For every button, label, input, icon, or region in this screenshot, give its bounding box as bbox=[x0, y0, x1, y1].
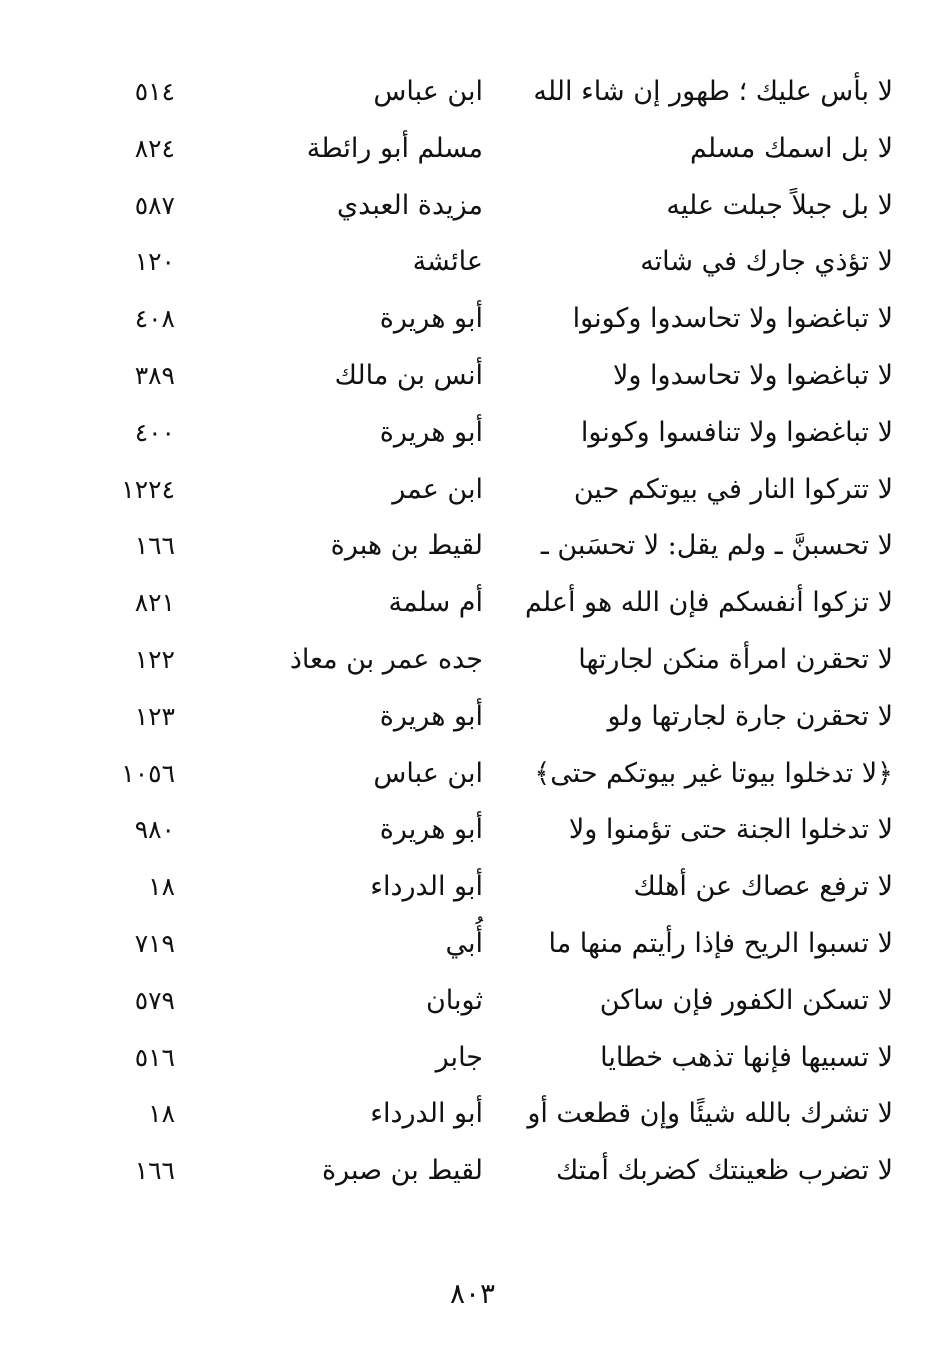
narrator-name: لقيط بن صبرة bbox=[321, 1155, 483, 1187]
table-row bbox=[0, 577, 945, 634]
page-reference: ٧١٩ bbox=[134, 928, 175, 958]
hadith-text: لا تسكن الكفور فإن ساكن bbox=[599, 984, 893, 1016]
table-row bbox=[0, 1032, 945, 1089]
page-reference: ١٢٢ bbox=[134, 644, 175, 674]
hadith-text: لا بأس عليك ؛ طهور إن شاء الله bbox=[533, 76, 893, 107]
hadith-text: لا تباغضوا ولا تنافسوا وكونوا bbox=[580, 416, 893, 448]
table-row bbox=[0, 918, 945, 975]
narrator-name: أم سلمة bbox=[388, 587, 483, 619]
narrator-name: أبو الدرداء bbox=[370, 871, 483, 903]
narrator-name: ثوبان bbox=[425, 984, 483, 1016]
page-reference: ٥١٦ bbox=[134, 1042, 175, 1072]
hadith-text: لا تزكوا أنفسكم فإن الله هو أعلم bbox=[524, 587, 893, 619]
table-row bbox=[0, 1088, 945, 1145]
narrator-name: أُبي bbox=[445, 927, 483, 959]
hadith-text: لا تضرب ظعينتك كضربك أمتك bbox=[556, 1155, 893, 1187]
hadith-text: لا تحقرن امرأة منكن لجارتها bbox=[578, 643, 893, 675]
hadith-text: لا ترفع عصاك عن أهلك bbox=[633, 871, 893, 903]
narrator-name: أبو هريرة bbox=[379, 814, 483, 846]
hadith-text: لا تباغضوا ولا تحاسدوا وكونوا bbox=[572, 303, 893, 335]
table-row bbox=[0, 464, 945, 521]
table-row bbox=[0, 123, 945, 180]
table-row bbox=[0, 236, 945, 293]
page-reference: ١٢٢٤ bbox=[121, 474, 175, 504]
narrator-name: أبو هريرة bbox=[379, 416, 483, 448]
table-row bbox=[0, 975, 945, 1032]
table-row bbox=[0, 520, 945, 577]
page-reference: ٤٠٠ bbox=[134, 417, 175, 447]
narrator-name: مسلم أبو رائطة bbox=[306, 132, 483, 164]
hadith-text: ﴿لا تدخلوا بيوتا غير بيوتكم حتى﴾ bbox=[534, 757, 893, 789]
hadith-text: لا تباغضوا ولا تحاسدوا ولا bbox=[613, 359, 893, 391]
page-reference: ١٢٣ bbox=[134, 701, 175, 731]
page-reference: ٩٨٠ bbox=[134, 815, 175, 845]
hadith-text: لا تحسبنَّ ـ ولم يقل: لا تحسَبن ـ bbox=[540, 530, 893, 562]
page-reference: ١٢٠ bbox=[134, 247, 175, 277]
table-row bbox=[0, 407, 945, 464]
narrator-name: عائشة bbox=[412, 246, 483, 278]
hadith-index-table bbox=[0, 66, 945, 1202]
page-reference: ٥٧٩ bbox=[134, 985, 175, 1015]
page-reference: ١٠٥٦ bbox=[121, 758, 175, 788]
narrator-name: أبو الدرداء bbox=[370, 1098, 483, 1130]
page-number: ٨٠٣ bbox=[449, 1277, 496, 1310]
narrator-name: جده عمر بن معاذ bbox=[289, 643, 483, 675]
table-row bbox=[0, 350, 945, 407]
page-reference: ٤٠٨ bbox=[134, 304, 175, 334]
page-reference: ١٨ bbox=[148, 1099, 175, 1129]
table-row bbox=[0, 1145, 945, 1202]
page-reference: ١٨ bbox=[148, 872, 175, 902]
hadith-text: لا تسبيها فإنها تذهب خطايا bbox=[600, 1041, 893, 1073]
narrator-name: مزيدة العبدي bbox=[337, 189, 483, 221]
narrator-name: أبو هريرة bbox=[379, 303, 483, 335]
table-row bbox=[0, 180, 945, 237]
page-reference: ٥٨٧ bbox=[134, 190, 175, 220]
page-reference: ٨٢٤ bbox=[134, 133, 175, 163]
hadith-text: لا بل جبلاً جبلت عليه bbox=[666, 189, 893, 221]
narrator-name: أنس بن مالك bbox=[334, 359, 483, 391]
narrator-name: ابن عمر bbox=[392, 473, 483, 505]
narrator-name: ابن عباس bbox=[373, 76, 483, 107]
table-row bbox=[0, 66, 945, 123]
page-reference: ٣٨٩ bbox=[134, 360, 175, 390]
table-row bbox=[0, 861, 945, 918]
hadith-text: لا تحقرن جارة لجارتها ولو bbox=[607, 700, 893, 732]
hadith-text: لا بل اسمك مسلم bbox=[689, 132, 893, 164]
hadith-text: لا تدخلوا الجنة حتى تؤمنوا ولا bbox=[568, 814, 893, 846]
table-row bbox=[0, 293, 945, 350]
narrator-name: جابر bbox=[435, 1041, 483, 1073]
narrator-name: أبو هريرة bbox=[379, 700, 483, 732]
table-row bbox=[0, 748, 945, 805]
narrator-name: لقيط بن هبرة bbox=[330, 530, 483, 562]
hadith-text: لا تشرك بالله شيئًا وإن قطعت أو bbox=[527, 1098, 893, 1130]
page-reference: ٥١٤ bbox=[134, 77, 175, 106]
hadith-text: لا تؤذي جارك في شاته bbox=[640, 246, 893, 278]
hadith-text: لا تسبوا الريح فإذا رأيتم منها ما bbox=[548, 927, 893, 959]
table-row bbox=[0, 804, 945, 861]
page-reference: ٨٢١ bbox=[134, 588, 175, 618]
page-reference: ١٦٦ bbox=[134, 1156, 175, 1186]
hadith-text: لا تتركوا النار في بيوتكم حين bbox=[573, 473, 893, 505]
narrator-name: ابن عباس bbox=[373, 757, 483, 789]
page-reference: ١٦٦ bbox=[134, 531, 175, 561]
table-row bbox=[0, 691, 945, 748]
table-row bbox=[0, 634, 945, 691]
